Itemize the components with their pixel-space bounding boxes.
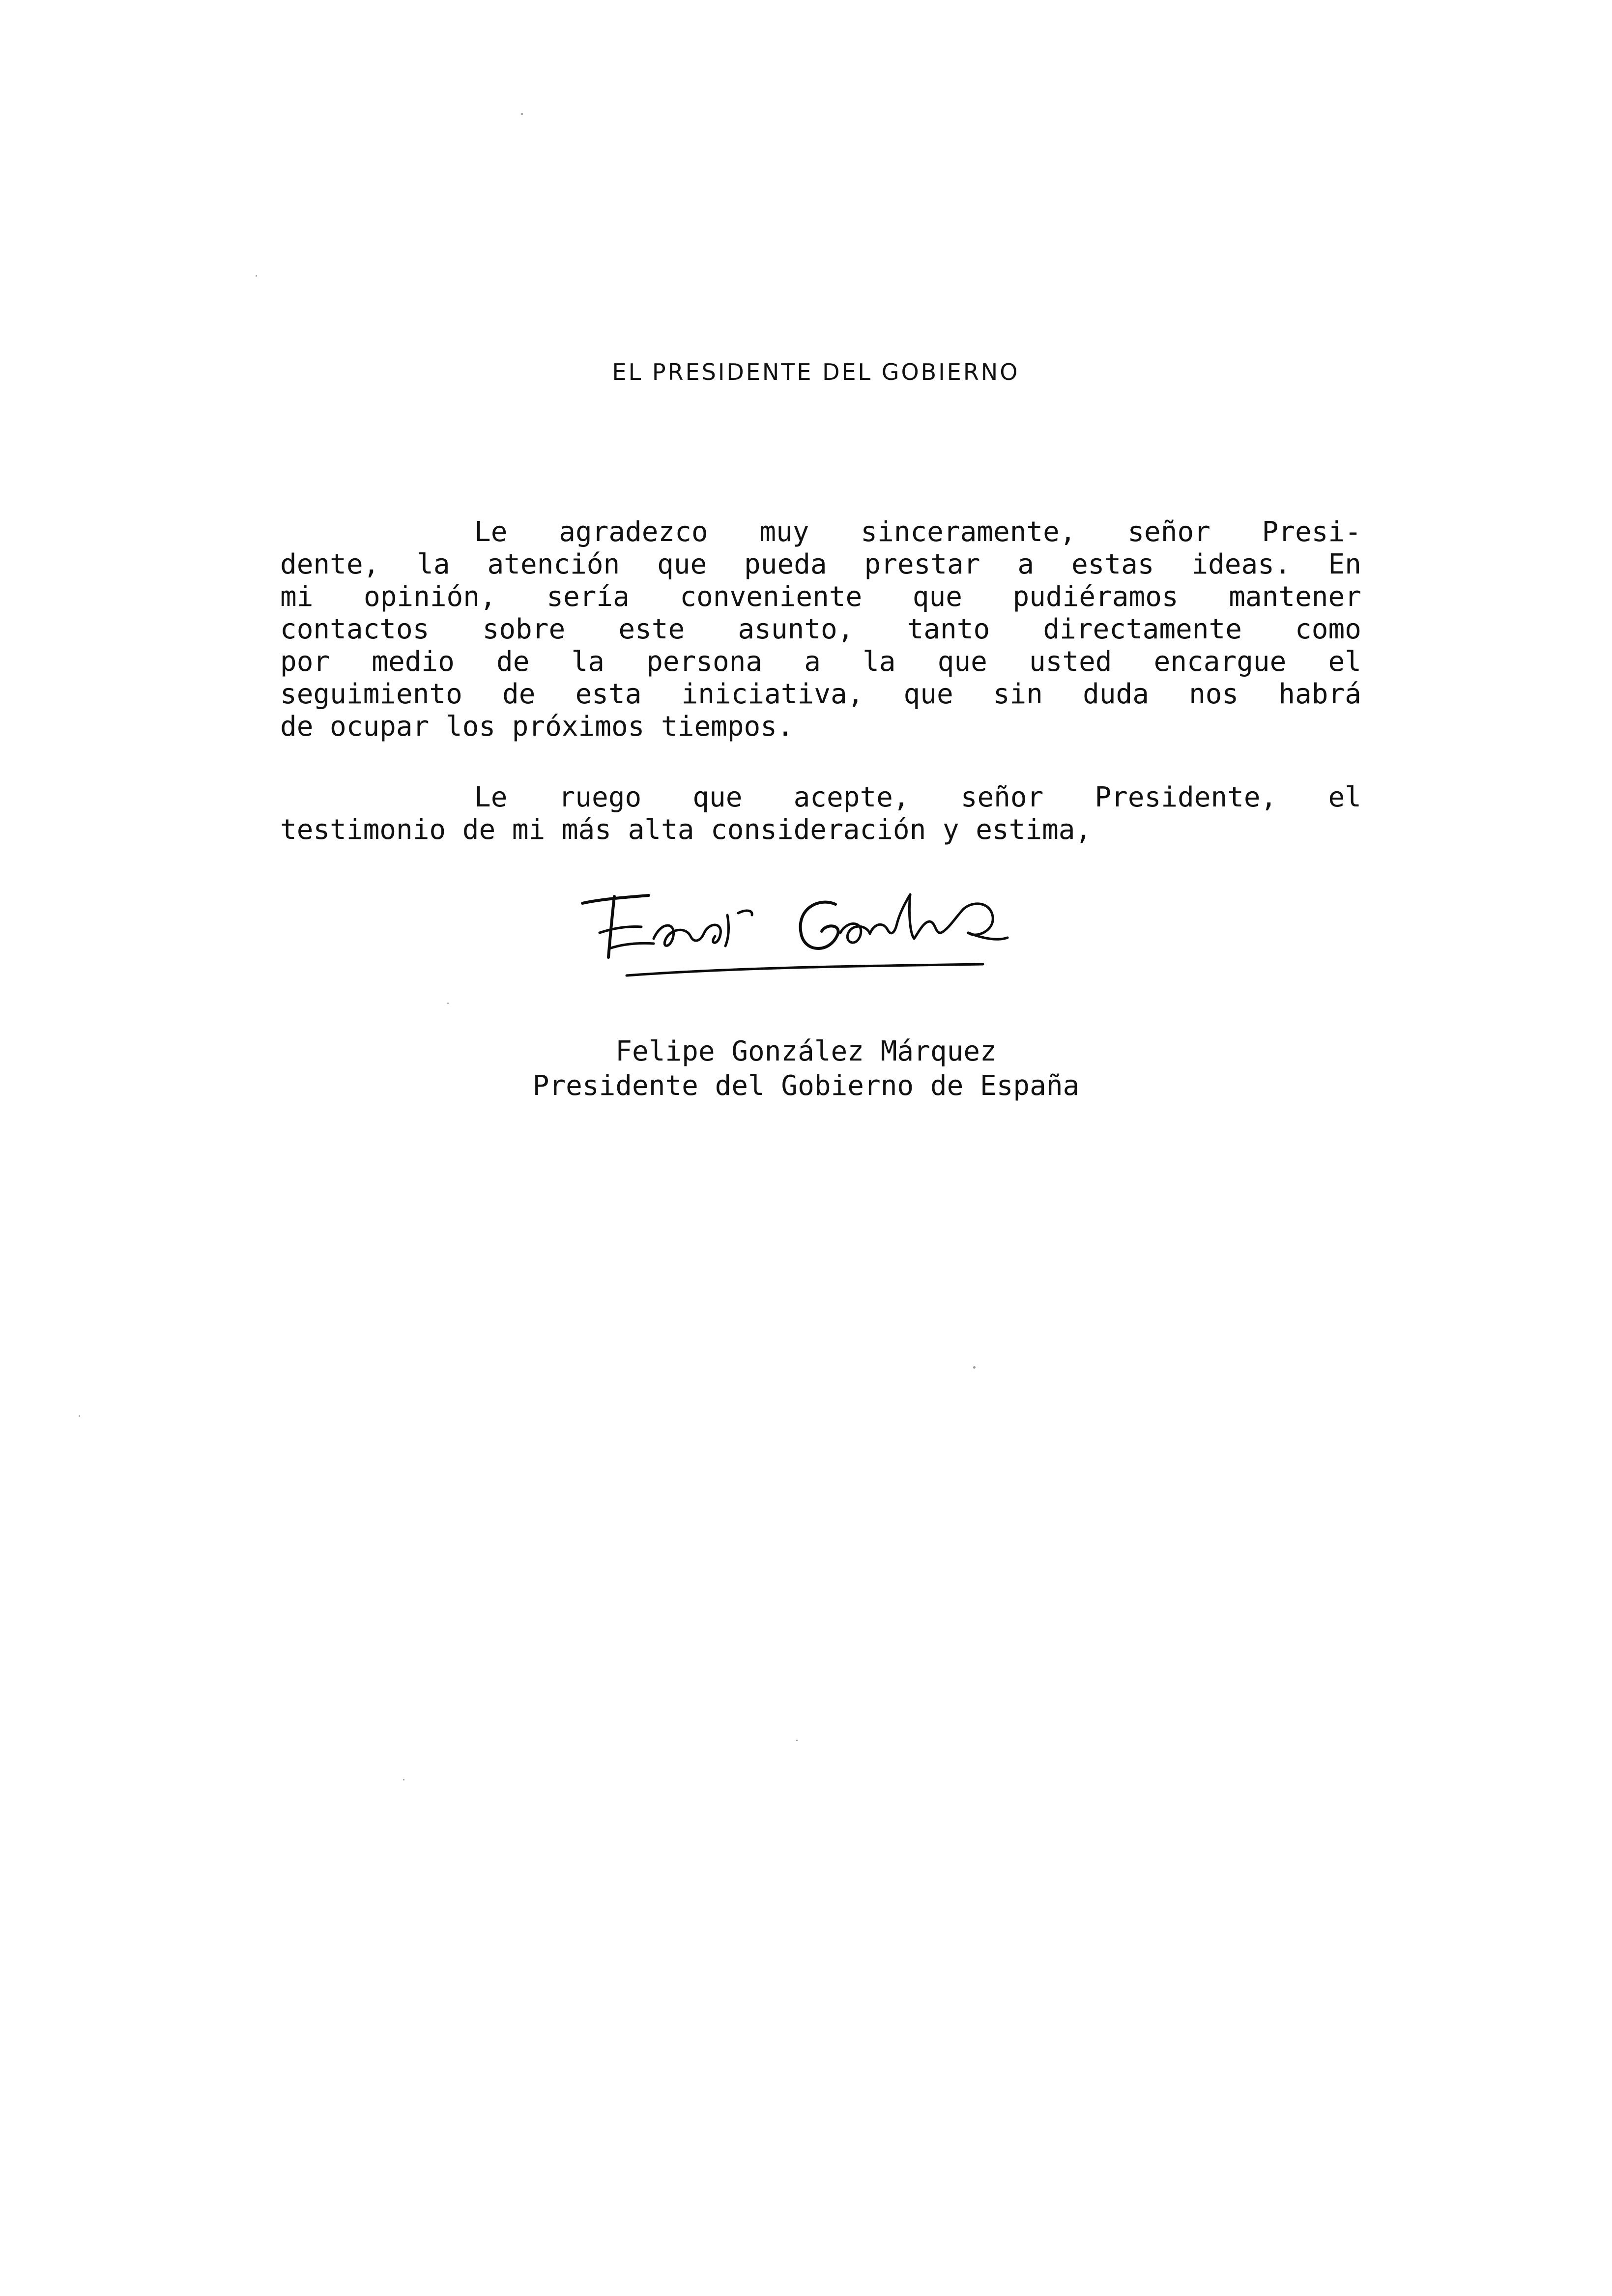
paragraph-line: testimonio de mi más alta consideración y estima, xyxy=(280,814,1092,846)
paragraph-line: por medio de la persona a la que usted encargue el xyxy=(280,646,1361,678)
paragraph-2 xyxy=(280,781,1361,846)
paper-speck xyxy=(79,1415,80,1417)
paragraph-1 xyxy=(280,516,1361,743)
letterhead: EL PRESIDENTE DEL GOBIERNO xyxy=(612,359,1020,385)
paragraph-line: Le ruego que acepte, señor Presidente, el xyxy=(474,781,1361,813)
paper-speck xyxy=(403,1779,404,1780)
signature-block xyxy=(442,1034,1170,1103)
signatory-title: Presidente del Gobierno de España xyxy=(532,1070,1080,1102)
paragraph-line: seguimiento de esta iniciativa, que sin duda nos habrá xyxy=(280,678,1361,710)
paper-speck xyxy=(521,113,523,115)
paper-speck xyxy=(256,275,257,277)
paragraph-line: dente, la atención que pueda prestar a estas ideas. En xyxy=(280,548,1361,580)
paragraph-line: de ocupar los próximos tiempos. xyxy=(280,711,794,743)
paragraph-line: Le agradezco muy sinceramente, señor Presi- xyxy=(474,516,1361,548)
signatory-name: Felipe González Márquez xyxy=(615,1035,997,1067)
handwritten-signature xyxy=(580,875,1062,993)
paper-speck xyxy=(447,1003,449,1004)
paper-speck xyxy=(796,1740,798,1741)
paragraph-line: contactos sobre este asunto, tanto directamente como xyxy=(280,613,1361,645)
paper-speck xyxy=(973,1366,976,1369)
paragraph-line: mi opinión, sería conveniente que pudiéramos mantener xyxy=(280,581,1361,613)
